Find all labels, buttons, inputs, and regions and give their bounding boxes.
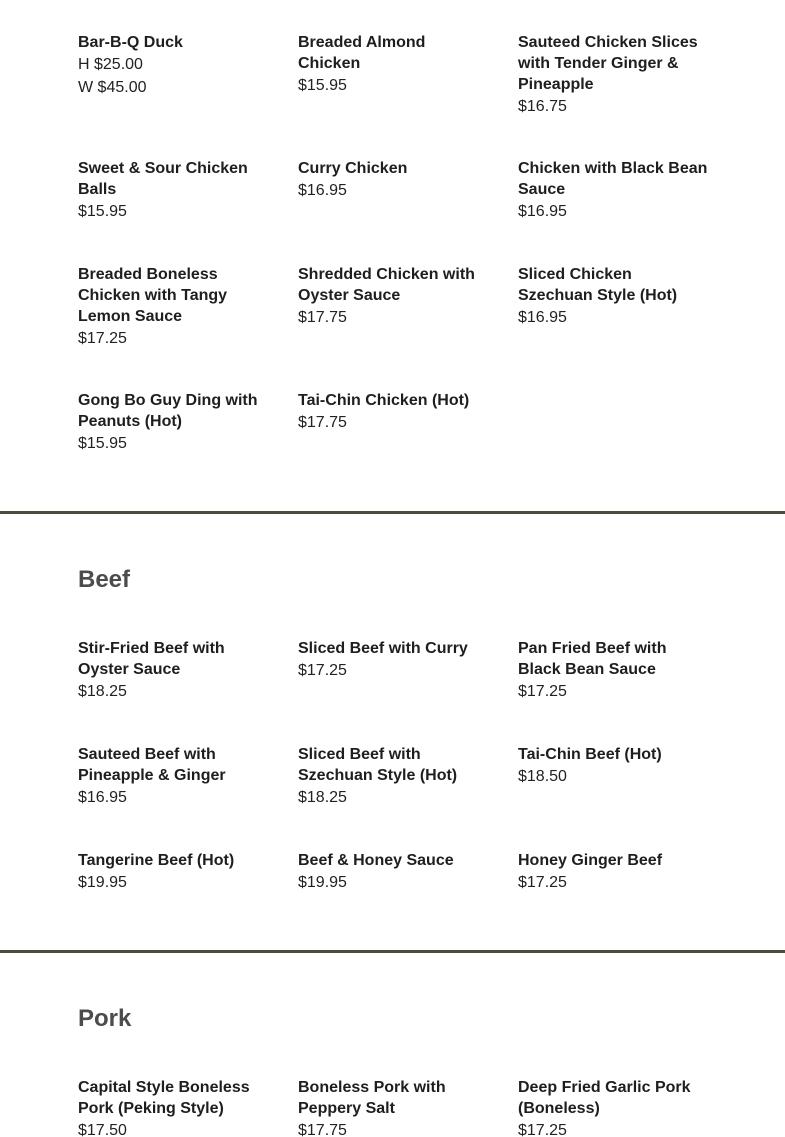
menu-item-price: $18.25: [78, 683, 127, 700]
menu-item-name: Tai-Chin Chicken (Hot): [298, 392, 470, 409]
menu-item[interactable]: [298, 390, 488, 434]
menu-item[interactable]: [298, 638, 488, 682]
menu-item-price: $17.25: [518, 874, 567, 891]
menu-item-price: $17.75: [298, 309, 347, 326]
menu-item[interactable]: [298, 744, 488, 809]
menu-item-price: $16.95: [78, 789, 127, 806]
menu-item-price: $17.25: [78, 330, 127, 347]
menu-item-price: $15.95: [78, 203, 127, 220]
menu-item[interactable]: [298, 32, 488, 97]
menu-item[interactable]: [298, 264, 488, 329]
menu-item-price: H $25.00: [78, 56, 143, 73]
menu-item[interactable]: [518, 1077, 708, 1137]
menu-item-price: $16.95: [298, 182, 347, 199]
menu-item[interactable]: [78, 1077, 268, 1137]
menu-item-price: $19.95: [298, 874, 347, 891]
menu-item[interactable]: [78, 390, 268, 455]
menu-item[interactable]: [298, 850, 488, 894]
menu-item-name: Curry Chicken: [298, 160, 408, 177]
section-title: Beef: [78, 566, 131, 593]
menu-item-price: $17.75: [298, 1122, 347, 1137]
menu-item-price: $18.25: [298, 789, 347, 806]
menu-item-name: Sweet & Sour Chicken Balls: [78, 160, 248, 198]
menu-item-price: W $45.00: [78, 79, 147, 96]
menu-item-price: $19.95: [78, 874, 127, 891]
menu-item-name: Chicken with Black Bean Sauce: [518, 160, 708, 198]
menu-item-price: $17.25: [518, 1122, 567, 1137]
menu-item-name: Boneless Pork with Peppery Salt: [298, 1079, 446, 1117]
menu-item-name: Stir-Fried Beef with Oyster Sauce: [78, 640, 225, 678]
section-title: Pork: [78, 1005, 132, 1032]
menu-item[interactable]: [298, 1077, 488, 1137]
menu-item[interactable]: [518, 158, 708, 223]
menu-item[interactable]: [518, 744, 708, 788]
menu-item-name: Breaded Almond Chicken: [298, 34, 426, 72]
menu-item[interactable]: [78, 264, 268, 350]
menu-item-name: Bar-B-Q Duck: [78, 34, 183, 51]
menu-item-price: $17.75: [298, 414, 347, 431]
menu-item-price: $16.95: [518, 203, 567, 220]
beef-section: [0, 514, 785, 950]
menu-item[interactable]: [518, 850, 708, 894]
menu-item-name: Deep Fried Garlic Pork (Boneless): [518, 1079, 691, 1117]
menu-item-name: Tai-Chin Beef (Hot): [518, 746, 662, 763]
menu-item-name: Tangerine Beef (Hot): [78, 852, 235, 869]
pork-section: [0, 953, 785, 1137]
menu-item-name: Gong Bo Guy Ding with Peanuts (Hot): [78, 392, 258, 430]
menu-item[interactable]: [78, 744, 268, 809]
menu-item-name: Honey Ginger Beef: [518, 852, 663, 869]
menu-item[interactable]: [518, 264, 708, 329]
menu-item-name: Breaded Boneless Chicken with Tangy Lemon Sauce: [78, 266, 228, 325]
menu-item-price: $15.95: [78, 435, 127, 452]
menu-item-price: $17.25: [298, 662, 347, 679]
menu-item-price: $18.50: [518, 768, 567, 785]
menu-item-name: Sauteed Chicken Slices with Tender Ginger & Pineapple: [518, 34, 698, 93]
menu-item-name: Capital Style Boneless Pork (Peking Style): [78, 1079, 250, 1117]
menu-item[interactable]: [518, 32, 708, 118]
menu-item-price: $16.95: [518, 309, 567, 326]
menu-item[interactable]: [518, 638, 708, 703]
menu-item-price: $17.50: [78, 1122, 127, 1137]
menu-item-price: $17.25: [518, 683, 567, 700]
menu-item-name: Beef & Honey Sauce: [298, 852, 454, 869]
menu-item[interactable]: [78, 158, 268, 223]
menu-item[interactable]: [78, 850, 268, 894]
menu-item[interactable]: [298, 158, 488, 202]
menu-item-price: $16.75: [518, 98, 567, 115]
menu-item-name: Pan Fried Beef with Black Bean Sauce: [518, 640, 667, 678]
menu-item-name: Sliced Beef with Curry: [298, 640, 468, 657]
menu-item-price: $15.95: [298, 77, 347, 94]
menu-item[interactable]: [78, 32, 268, 99]
menu-item-name: Shredded Chicken with Oyster Sauce: [298, 266, 475, 304]
menu-item[interactable]: [78, 638, 268, 703]
menu-item-name: Sauteed Beef with Pineapple & Ginger: [78, 746, 226, 784]
menu-item-name: Sliced Beef with Szechuan Style (Hot): [298, 746, 458, 784]
menu-item-name: Sliced Chicken Szechuan Style (Hot): [518, 266, 678, 304]
